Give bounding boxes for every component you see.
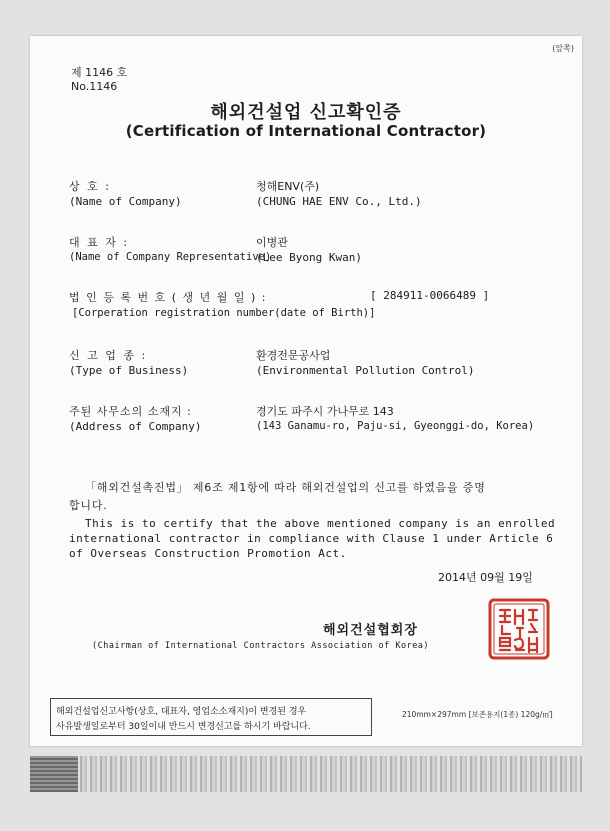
company-value-en: (CHUNG HAE ENV Co., Ltd.) — [256, 195, 422, 208]
registration-value: [ 284911-0066489 ] — [370, 289, 490, 302]
notice-line2: 사유발생일로부터 30일이내 반드시 변경신고를 하시기 바랍니다. — [56, 722, 311, 732]
address-value-ko: 경기도 파주시 가나무로 143 — [256, 405, 394, 418]
certificate-page — [30, 36, 582, 746]
representative-label-ko: 대 표 자 : — [69, 236, 130, 249]
official-seal-icon — [488, 598, 550, 660]
address-value-en: (143 Ganamu-ro, Paju-si, Gyeonggi-do, Korea) — [256, 420, 535, 432]
representative-label-en: (Name of Company Representative) — [69, 251, 272, 263]
certification-statement-en-line3: of Overseas Construction Promotion Act. — [69, 547, 347, 560]
certificate-number-en: No.1146 — [71, 80, 118, 93]
address-label-ko: 주된 사무소의 소재지 : — [69, 405, 192, 418]
title-korean: 해외건설업 신고확인증 — [210, 102, 402, 123]
paper-specification: 210mm×297mm [보존용지(1종) 120g/㎡] — [402, 710, 553, 719]
page-side-label: (앞쪽) — [552, 44, 574, 53]
business-value-ko: 환경전문공사업 — [256, 349, 331, 362]
certification-statement-ko-line1: 「해외건설촉진법」 제6조 제1항에 따라 해외건설업의 신고를 하였음을 증명 — [85, 481, 486, 494]
certification-statement-ko-line2: 합니다. — [69, 499, 108, 512]
company-label-en: (Name of Company) — [69, 195, 182, 208]
issue-date: 2014년 09월 19일 — [438, 571, 533, 584]
business-label-ko: 신 고 업 종 : — [69, 349, 148, 362]
representative-value-ko: 이병관 — [256, 236, 288, 249]
notice-line1: 해외건설업신고사항(상호, 대표자, 영업소소재지)이 변경된 경우 — [56, 707, 307, 717]
scan-artifact-strip — [30, 756, 582, 792]
registration-label-en: [Corperation registration number(date of Birth)] — [72, 307, 376, 319]
change-notice-box — [50, 698, 372, 736]
company-label-ko: 상 호 : — [69, 180, 111, 193]
certification-statement-en-line1: This is to certify that the above mentioned company is an enrolled — [85, 517, 556, 530]
issuer-name-en: (Chairman of International Contractors Association of Korea) — [92, 641, 430, 651]
title-english: (Certification of International Contractor) — [125, 122, 487, 140]
scan-artifact-dark-block — [30, 756, 78, 792]
business-label-en: (Type of Business) — [69, 364, 189, 377]
business-value-en: (Environmental Pollution Control) — [256, 364, 475, 377]
company-value-ko: 청해ENV(주) — [256, 180, 320, 193]
certification-statement-en-line2: international contractor in compliance with Clause 1 under Article 6 — [69, 532, 554, 545]
certificate-number-ko: 제 1146 호 — [71, 66, 128, 79]
registration-label-ko: 법 인 등 록 번 호 ( 생 년 월 일 ) : — [69, 291, 268, 304]
representative-value-en: (Lee Byong Kwan) — [256, 251, 362, 264]
issuer-name-ko: 해외건설협회장 — [323, 623, 418, 638]
address-label-en: (Address of Company) — [69, 420, 202, 433]
